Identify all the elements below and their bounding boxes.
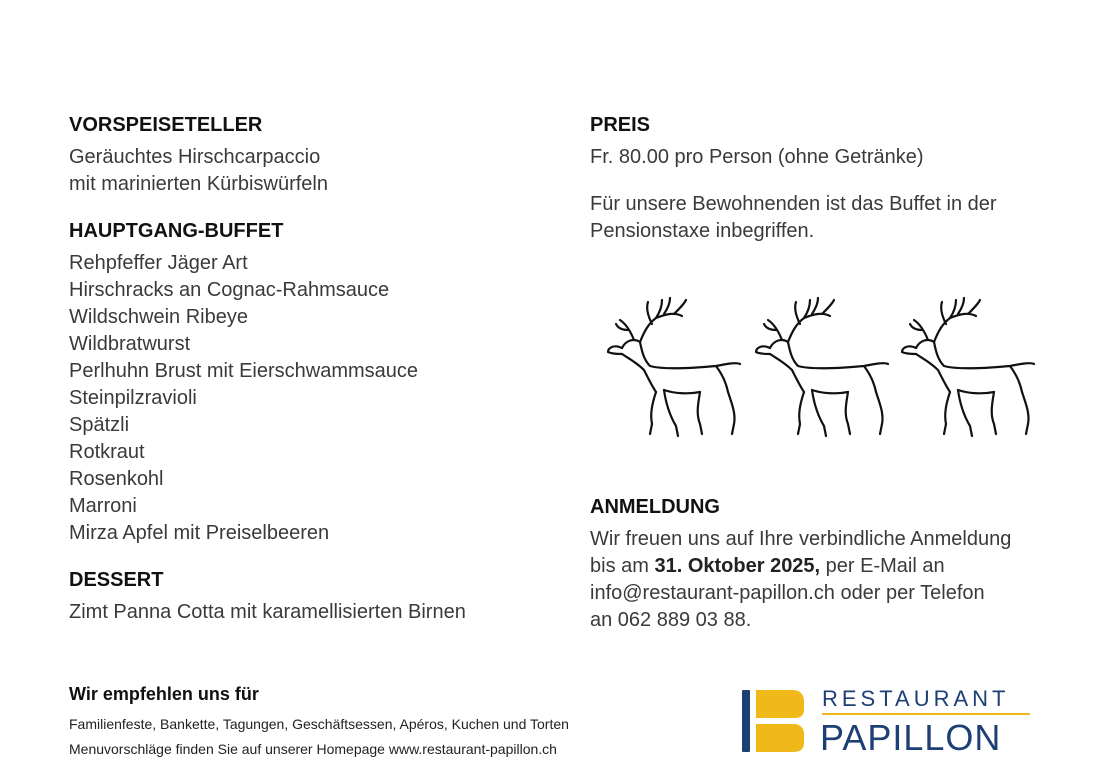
deer-icon <box>604 296 744 442</box>
preis-note-line: Für unsere Bewohnenden ist das Buffet in der <box>590 193 997 215</box>
footer-line: Menuvorschläge finden Sie auf unserer Homepage www.restaurant-papillon.ch <box>69 741 557 757</box>
dessert-line: Zimt Panna Cotta mit karamellisierten Birnen <box>69 601 466 623</box>
hauptgang-item: Rosenkohl <box>69 468 164 490</box>
logo-text-papillon: PAPILLON <box>820 717 1002 758</box>
hauptgang-item: Wildschwein Ribeye <box>69 306 248 328</box>
hauptgang-item: Spätzli <box>69 414 130 436</box>
anmeldung-text: bis am <box>590 555 655 577</box>
hauptgang-item: Hirschracks an Cognac-Rahmsauce <box>69 279 390 301</box>
heading-anmeldung: ANMELDUNG <box>590 496 720 518</box>
info-column <box>590 112 1060 265</box>
heading-dessert: DESSERT <box>69 569 164 591</box>
hauptgang-item: Wildbratwurst <box>69 333 191 355</box>
section-vorspeise <box>69 112 549 198</box>
deer-illustration <box>604 296 1044 442</box>
footer <box>69 682 689 762</box>
preis-note-line: Pensionstaxe inbegriffen. <box>590 220 815 242</box>
vorspeise-line: Geräuchtes Hirschcarpaccio <box>69 146 321 168</box>
logo-text-restaurant: RESTAURANT <box>822 686 1010 711</box>
section-hauptgang <box>69 218 549 547</box>
deer-icon <box>752 296 892 442</box>
anmeldung-line: an 062 889 03 88. <box>590 609 752 631</box>
vorspeise-line: mit marinierten Kürbiswürfeln <box>69 173 328 195</box>
anmeldung-line <box>590 553 1070 580</box>
heading-preis: PREIS <box>590 114 651 136</box>
anmeldung-text: per E-Mail an <box>820 555 945 577</box>
hauptgang-item: Rehpfeffer Jäger Art <box>69 252 248 274</box>
section-preis <box>590 112 1060 245</box>
hauptgang-item: Mirza Apfel mit Preiselbeeren <box>69 522 330 544</box>
footer-line: Familienfeste, Bankette, Tagungen, Geschäftsessen, Apéros, Kuchen und Torten <box>69 716 569 732</box>
restaurant-logo <box>742 688 1042 758</box>
footer-title: Wir empfehlen uns für <box>69 684 259 704</box>
heading-vorspeise: VORSPEISETELLER <box>69 114 263 136</box>
hauptgang-item: Marroni <box>69 495 137 517</box>
section-dessert <box>69 567 549 626</box>
hauptgang-item: Perlhuhn Brust mit Eierschwammsauce <box>69 360 419 382</box>
hauptgang-item: Steinpilzravioli <box>69 387 197 409</box>
anmeldung-line: info@restaurant-papillon.ch oder per Telefon <box>590 582 985 604</box>
logo-mark-icon <box>742 688 806 754</box>
deer-icon <box>898 296 1038 442</box>
anmeldung-line: Wir freuen uns auf Ihre verbindliche Anmeldung <box>590 528 1012 550</box>
logo-divider <box>822 713 1030 715</box>
anmeldung-deadline: 31. Oktober 2025, <box>654 555 821 577</box>
hauptgang-item: Rotkraut <box>69 441 145 463</box>
section-anmeldung <box>590 494 1070 634</box>
menu-column <box>69 112 549 646</box>
preis-line: Fr. 80.00 pro Person (ohne Getränke) <box>590 146 924 168</box>
heading-hauptgang: HAUPTGANG-BUFFET <box>69 220 284 242</box>
